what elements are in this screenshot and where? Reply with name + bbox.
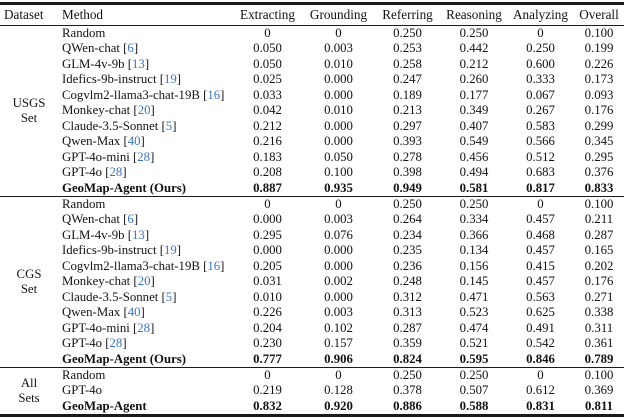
- score-cell: 0: [537, 26, 544, 40]
- score-cell: 0.349: [459, 103, 489, 118]
- table-row: [0, 367, 624, 383]
- dataset-label: [0, 196, 58, 367]
- score-cell: 0.683: [526, 165, 555, 180]
- table-header: [0, 5, 624, 26]
- score-cell: 0.236: [393, 258, 422, 273]
- score-cell: 0.507: [459, 383, 489, 398]
- score-cell: 0.831: [526, 398, 555, 413]
- method-name: GeoMap-Agent: [62, 398, 147, 413]
- score-cell: 0.250: [441, 196, 507, 212]
- score-cell: 0.042: [253, 103, 282, 118]
- score-cell: 0.287: [584, 227, 614, 242]
- score-cell: 0: [335, 26, 342, 40]
- score-cell: 0.521: [459, 336, 489, 351]
- score-cell: 0.033: [253, 87, 282, 102]
- score-cell: 0.010: [324, 56, 353, 71]
- score-cell: 0.260: [459, 72, 489, 87]
- score-cell: 0.811: [584, 398, 614, 413]
- score-cell: 0.204: [253, 320, 282, 335]
- method-name: GeoMap-Agent (Ours): [62, 180, 187, 195]
- score-cell: 0.457: [526, 274, 555, 289]
- score-cell: 0.216: [253, 134, 282, 149]
- score-cell: 0.093: [584, 87, 614, 102]
- header-reasoning: Reasoning: [441, 5, 507, 26]
- dataset-label-line: All: [20, 376, 38, 391]
- table-row: [0, 57, 624, 72]
- score-cell: 0.102: [324, 320, 353, 335]
- method-name: GPT-4o-mini [28]: [62, 149, 155, 164]
- table-row: [0, 212, 624, 227]
- score-cell: 0.000: [253, 212, 282, 227]
- score-cell: 0.208: [253, 165, 282, 180]
- score-cell: 0.407: [459, 118, 489, 133]
- score-cell: 0.253: [393, 41, 422, 56]
- score-cell: 0.250: [526, 41, 555, 56]
- table-row: [0, 134, 624, 149]
- method-name: Monkey-chat [20]: [62, 274, 155, 289]
- table-body: [0, 26, 624, 415]
- citation-ref: 20: [137, 274, 151, 289]
- score-cell: 0.369: [584, 383, 614, 398]
- header-extracting: Extracting: [232, 5, 303, 26]
- table-row: [0, 72, 624, 87]
- dataset-label-line: Sets: [18, 391, 40, 406]
- score-cell: 0.050: [253, 56, 282, 71]
- method-name: Random: [62, 26, 106, 40]
- table-row: [0, 259, 624, 274]
- score-cell: 0.563: [526, 289, 555, 304]
- score-cell: 0.250: [393, 26, 422, 40]
- score-cell: 0.361: [584, 336, 614, 351]
- citation-ref: 40: [127, 305, 141, 320]
- header-row: [0, 5, 624, 26]
- score-cell: 0.258: [393, 56, 422, 71]
- method-name: GLM-4v-9b [13]: [62, 56, 150, 71]
- citation-ref: 28: [137, 149, 151, 164]
- score-cell: 0.523: [459, 305, 489, 320]
- score-cell: 0.457: [526, 243, 555, 258]
- score-cell: 0: [507, 196, 574, 212]
- score-cell: 0.566: [526, 134, 555, 149]
- score-cell: 0.247: [393, 72, 422, 87]
- score-cell: 0.789: [584, 351, 614, 366]
- score-cell: 0.297: [393, 118, 422, 133]
- score-cell: 0.212: [253, 118, 282, 133]
- method-name: Random: [58, 196, 232, 212]
- score-cell: 0.010: [324, 103, 353, 118]
- score-cell: 0.366: [459, 227, 489, 242]
- score-cell: 0.202: [584, 258, 614, 273]
- table-row: [0, 243, 624, 258]
- score-cell: 0.234: [393, 227, 422, 242]
- score-cell: 0.345: [584, 134, 614, 149]
- method-name: GLM-4v-9b [13]: [62, 227, 150, 242]
- table-row: [0, 228, 624, 243]
- citation-ref: 19: [164, 243, 177, 258]
- score-cell: 0.311: [584, 320, 614, 335]
- score-cell: 0.512: [526, 149, 555, 164]
- score-cell: 0.205: [253, 258, 282, 273]
- score-cell: 0.100: [584, 26, 614, 40]
- table-row: [0, 399, 624, 414]
- score-cell: 0.491: [526, 320, 555, 335]
- score-cell: 0.076: [324, 227, 353, 242]
- score-cell: 0.415: [526, 258, 555, 273]
- table-bottom-double-rule: [0, 414, 624, 417]
- score-cell: 0.165: [584, 243, 614, 258]
- score-cell: 0: [303, 196, 374, 212]
- score-cell: 0.846: [526, 351, 555, 366]
- score-cell: 0.010: [253, 289, 282, 304]
- dataset-label-line: USGS: [12, 95, 46, 110]
- method-name: Cogvlm2-llama3-chat-19B [16]: [62, 258, 225, 273]
- score-cell: 0.000: [324, 134, 353, 149]
- score-cell: 0.250: [374, 196, 441, 212]
- score-cell: 0.264: [393, 212, 422, 227]
- score-cell: 0.031: [253, 274, 282, 289]
- table-row: [0, 26, 624, 42]
- table-row: [0, 383, 624, 398]
- method-name: Idefics-9b-instruct [19]: [62, 72, 182, 87]
- score-cell: 0.134: [459, 243, 489, 258]
- score-cell: 0.887: [253, 180, 282, 195]
- score-cell: 0.338: [584, 305, 614, 320]
- header-method: Method: [58, 5, 232, 26]
- score-cell: 0.067: [526, 87, 555, 102]
- results-table: [0, 5, 624, 414]
- score-cell: 0: [264, 26, 271, 40]
- header-analyzing: Analyzing: [507, 5, 574, 26]
- score-cell: 0: [232, 196, 303, 212]
- score-cell: 0.833: [584, 180, 614, 195]
- score-cell: 0.230: [253, 336, 282, 351]
- score-cell: 0.226: [253, 305, 282, 320]
- score-cell: 0.457: [526, 212, 555, 227]
- score-cell: 0.920: [324, 398, 353, 413]
- score-cell: 0.359: [393, 336, 422, 351]
- score-cell: 0: [507, 367, 574, 383]
- score-cell: 0.219: [253, 383, 282, 398]
- dataset-label-line: CGS: [16, 266, 42, 281]
- score-cell: 0.299: [584, 118, 614, 133]
- score-cell: 0.595: [459, 351, 489, 366]
- score-cell: 0.003: [324, 41, 353, 56]
- score-cell: 0.128: [324, 383, 353, 398]
- citation-ref: 28: [137, 320, 151, 335]
- score-cell: 0.003: [324, 305, 353, 320]
- table-row: [0, 196, 624, 212]
- score-cell: 0.000: [324, 258, 353, 273]
- score-cell: 0.471: [459, 289, 489, 304]
- method-name: Claude-3.5-Sonnet [5]: [62, 289, 177, 304]
- method-name: Qwen-Max [40]: [62, 305, 145, 320]
- score-cell: 0.468: [526, 227, 555, 242]
- score-cell: 0.378: [393, 383, 422, 398]
- score-cell: 0.183: [253, 149, 282, 164]
- score-cell: 0.226: [584, 56, 614, 71]
- table-row: [0, 165, 624, 180]
- method-name: Claude-3.5-Sonnet [5]: [62, 118, 177, 133]
- score-cell: 0.334: [459, 212, 489, 227]
- score-cell: 0.777: [253, 351, 282, 366]
- table-row: [0, 336, 624, 351]
- method-name: GPT-4o: [62, 383, 103, 398]
- score-cell: 0.612: [526, 383, 555, 398]
- dataset-label: [0, 26, 58, 197]
- score-cell: 0.949: [393, 180, 422, 195]
- score-cell: 0.393: [393, 134, 422, 149]
- score-cell: 0.824: [393, 351, 422, 366]
- score-cell: 0.100: [574, 367, 624, 383]
- score-cell: 0.278: [393, 149, 422, 164]
- score-cell: 0.248: [393, 274, 422, 289]
- score-cell: 0.581: [459, 180, 489, 195]
- score-cell: 0.213: [393, 103, 422, 118]
- header-grounding: Grounding: [303, 5, 374, 26]
- table-row: [0, 103, 624, 118]
- table-row: [0, 305, 624, 320]
- score-cell: 0.398: [393, 165, 422, 180]
- score-cell: 0.376: [584, 165, 614, 180]
- score-cell: 0.189: [393, 87, 422, 102]
- score-cell: 0.235: [393, 243, 422, 258]
- header-dataset: Dataset: [0, 5, 58, 26]
- score-cell: 0.456: [459, 149, 489, 164]
- dataset-label: [0, 367, 58, 414]
- method-name: Idefics-9b-instruct [19]: [62, 243, 182, 258]
- method-name: QWen-chat [6]: [62, 41, 139, 56]
- score-cell: 0.000: [324, 87, 353, 102]
- score-cell: 0.267: [526, 103, 555, 118]
- score-cell: 0.211: [584, 212, 614, 227]
- score-cell: 0.176: [584, 103, 614, 118]
- method-name: QWen-chat [6]: [62, 212, 139, 227]
- citation-ref: 5: [165, 289, 173, 304]
- score-cell: 0.177: [459, 87, 489, 102]
- score-cell: 0: [303, 367, 374, 383]
- score-cell: 0.588: [459, 398, 489, 413]
- score-cell: 0.549: [459, 134, 489, 149]
- citation-ref: 28: [109, 336, 123, 351]
- method-name: Monkey-chat [20]: [62, 103, 155, 118]
- score-cell: 0.157: [324, 336, 353, 351]
- score-cell: 0.050: [253, 41, 282, 56]
- score-cell: 0.212: [459, 56, 489, 71]
- score-cell: 0.542: [526, 336, 555, 351]
- score-cell: 0.100: [324, 165, 353, 180]
- citation-ref: 6: [127, 41, 134, 56]
- score-cell: 0.832: [253, 398, 282, 413]
- method-name: Random: [58, 367, 232, 383]
- score-cell: 0.333: [526, 72, 555, 87]
- score-cell: 0.313: [393, 305, 422, 320]
- table-row: [0, 88, 624, 103]
- citation-ref: 16: [207, 258, 221, 273]
- score-cell: 0.000: [324, 118, 353, 133]
- method-name: GPT-4o [28]: [62, 165, 127, 180]
- score-cell: 0.000: [324, 243, 353, 258]
- score-cell: 0.600: [526, 56, 555, 71]
- table-row: [0, 321, 624, 336]
- score-cell: 0.250: [374, 367, 441, 383]
- score-cell: 0.625: [526, 305, 555, 320]
- score-cell: 0.000: [324, 289, 353, 304]
- method-name: Qwen-Max [40]: [62, 134, 145, 149]
- method-name: GPT-4o-mini [28]: [62, 320, 155, 335]
- score-cell: 0.474: [459, 320, 489, 335]
- citation-ref: 20: [137, 103, 151, 118]
- score-cell: 0.287: [393, 320, 422, 335]
- citation-ref: 13: [132, 56, 145, 71]
- table-row: [0, 290, 624, 305]
- score-cell: 0.250: [459, 26, 489, 40]
- table-row: [0, 181, 624, 197]
- score-cell: 0.173: [584, 72, 614, 87]
- score-cell: 0.156: [459, 258, 489, 273]
- citation-ref: 40: [127, 134, 141, 149]
- table-row: [0, 352, 624, 368]
- citation-ref: 13: [132, 227, 145, 242]
- dataset-label-line: Set: [20, 110, 38, 125]
- score-cell: 0: [232, 367, 303, 383]
- score-cell: 0.295: [584, 149, 614, 164]
- table-row: [0, 41, 624, 56]
- score-cell: 0.176: [584, 274, 614, 289]
- citation-ref: 19: [164, 72, 177, 87]
- score-cell: 0.002: [324, 274, 353, 289]
- table-row: [0, 150, 624, 165]
- method-name: GeoMap-Agent (Ours): [62, 351, 187, 366]
- score-cell: 0.494: [459, 165, 489, 180]
- score-cell: 0.886: [393, 398, 422, 413]
- score-cell: 0.000: [253, 243, 282, 258]
- score-cell: 0.442: [459, 41, 489, 56]
- citation-ref: 6: [127, 212, 134, 227]
- score-cell: 0.145: [459, 274, 489, 289]
- header-overall: Overall: [574, 5, 624, 26]
- score-cell: 0.271: [584, 289, 614, 304]
- method-name: Cogvlm2-llama3-chat-19B [16]: [62, 87, 225, 102]
- table-row: [0, 119, 624, 134]
- score-cell: 0.312: [393, 289, 422, 304]
- method-name: GPT-4o [28]: [62, 336, 127, 351]
- score-cell: 0.583: [526, 118, 555, 133]
- score-cell: 0.906: [324, 351, 353, 366]
- score-cell: 0.817: [526, 180, 555, 195]
- score-cell: 0.295: [253, 227, 282, 242]
- score-cell: 0.100: [574, 196, 624, 212]
- citation-ref: 5: [165, 118, 173, 133]
- citation-ref: 28: [109, 165, 123, 180]
- score-cell: 0.000: [324, 72, 353, 87]
- dataset-label-line: Set: [20, 281, 38, 296]
- score-cell: 0.003: [324, 212, 353, 227]
- citation-ref: 16: [207, 87, 221, 102]
- score-cell: 0.050: [324, 149, 353, 164]
- table-row: [0, 274, 624, 289]
- score-cell: 0.199: [584, 41, 614, 56]
- score-cell: 0.935: [324, 180, 353, 195]
- header-referring: Referring: [374, 5, 441, 26]
- score-cell: 0.025: [253, 72, 282, 87]
- score-cell: 0.250: [441, 367, 507, 383]
